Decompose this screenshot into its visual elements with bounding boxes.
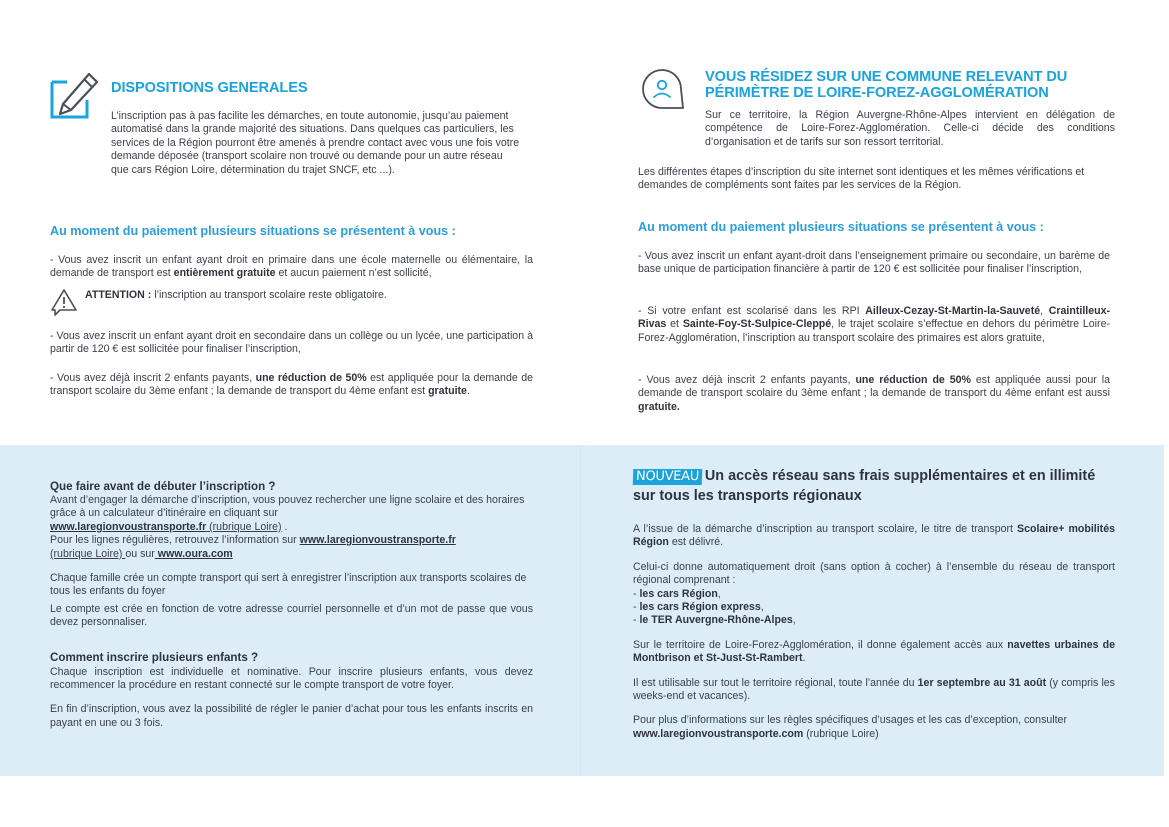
faq-title-before-start: Que faire avant de débuter l’inscription ? (50, 480, 276, 493)
section-title-dispositions: DISPOSITIONS GENERALES (111, 80, 308, 96)
link-oura[interactable]: www.oura.com (154, 547, 233, 560)
link-laregionvoustransporte-1[interactable]: www.laregionvoustransporte.fr (50, 520, 207, 533)
network-list-item: - les cars Région, (633, 587, 721, 600)
attention-notice: ATTENTION : l’inscription au transport scolaire reste obligatoire. (85, 289, 387, 301)
faq-title-multiple-children: Comment inscrire plusieurs enfants ? (50, 650, 259, 664)
payment-item-primary: - Vous avez inscrit un enfant ayant droit en primaire dans une école maternelle ou élémentaire, la demande de transport est entièrement gratuite et aucun paiement n’est sollicité, (50, 254, 533, 280)
faq-before-start-text: Avant d’engager la démarche d’inscription, vous pouvez rechercher une ligne scolaire et des horaires grâce à un calculateur d’itinéraire en cliquant sur (50, 494, 525, 520)
navettes-text: Sur le territoire de Loire-Forez-Agglomération, il donne également accès aux navettes urbaines de Montbrison et St-Just-St-Rambert. (633, 638, 1116, 665)
loire-forez-steps: Les différentes étapes d’inscription du site internet sont identiques et les mêmes vérifications et demandes de compléments sont faites par les services de la Région. (638, 166, 1085, 192)
more-info-text: Pour plus d’informations sur les règles spécifiques d’usages et les cas d’exception, consulter (633, 714, 1067, 727)
section-title-loire-forez: VOUS RÉSIDEZ SUR UNE COMMUNE RELEVANT DU PÉRIMÈTRE DE LOIRE-FOREZ-AGGLOMÉRATION (705, 69, 1068, 101)
network-list-item: - les cars Région express, (633, 601, 764, 614)
band-divider (580, 445, 581, 776)
nouveau-title: NOUVEAU Un accès réseau sans frais supplémentaires et en illimité sur tous les transports régionaux (633, 468, 1096, 504)
account-info-2: Le compte est crée en fonction de votre adresse courriel personnelle et d’un mot de passe que vous devez personnaliser. (50, 602, 533, 629)
nouveau-section: NOUVEAU Un accès réseau sans frais supplémentaires et en illimité sur tous les transports régionaux A l’issue de la démarche d’inscription au transport scolaire, le titre de transport Scolaire+ mobilités Région est délivré. Celui-ci donne automatiquement droit (sans option à cocher) à l’ensemble du réseau de transport régional comprenant : - les cars Région, - les cars Région express, - le TER Auvergne-Rhône-Alpes, Sur le territoire de Loire-Forez-Agglomération, il donne également accès aux navettes urbaines de Montbrison et St-Just-St-Rambert. Il est utilisable sur tout le territoire régional, toute l’année du 1er septembre au 31 août (y compris les weeks-end et vacances). Pour plus d’informations sur les règles spécifiques d’usages et les cas d’exception, consulter www.laregionvoustransporte.com (rubrique Loire) (633, 468, 1116, 740)
payment-subhead-left: Au moment du paiement plusieurs situations se présentent à vous : (50, 224, 456, 238)
link-laregionvoustransporte-2[interactable]: www.laregionvoustransporte.fr (299, 534, 456, 547)
link-rubrique-loire-2[interactable]: (rubrique Loire) (50, 547, 126, 560)
pencil-icon (49, 70, 99, 120)
nouveau-badge: NOUVEAU (633, 469, 702, 485)
network-access-text: Celui-ci donne automatiquement droit (sans option à cocher) à l’ensemble du réseau de transport régional comprenant : (633, 560, 1115, 587)
dispositions-intro: L’inscription pas à pas facilite les démarches, en toute autonomie, jusqu’au paiement automatisé dans la grande majorité des situations. Dans quelques cas particuliers, les services de la Région pourront être amenés à prendre contact avec vous une fois votre demande déposée (transport scolaire non trouvé ou demande pour un autre réseau que cars Région Loire, détermination du trajet SNCF, etc ...). (111, 110, 520, 176)
link-laregionvoustransporte-com[interactable]: www.laregionvoustransporte.com (633, 727, 804, 740)
user-location-icon (640, 68, 686, 110)
loire-forez-intro: Sur ce territoire, la Région Auvergne-Rhône-Alpes intervient en délégation de compétence de Loire-Forez-Agglomération. Celle-ci décide des conditions d’organisation et de tarifs sur son ressort territorial. (705, 109, 1115, 148)
validity-text: Il est utilisable sur tout le territoire régional, toute l’année du 1er septembre au 31 août (y compris les weeks-end et vacances). (633, 676, 1115, 703)
payment-item-rpi: - Si votre enfant est scolarisé dans les RPI Ailleux-Cezay-St-Martin-la-Sauveté, Craintilleux-Rivas et Sainte-Foy-St-Sulpice-Cleppé, le trajet scolaire s’effectue en dehors du périmètre Loire-Forez-Agglomération, l’inscription au transport scolaire des primaires est alors gratuite, (638, 305, 1110, 344)
payment-item-secondary: - Vous avez inscrit un enfant ayant droit en secondaire dans un collège ou un lycée, une participation à partir de 120 € est sollicitée pour finaliser l’inscription, (50, 330, 533, 356)
payment-subhead-right: Au moment du paiement plusieurs situations se présentent à vous : (638, 220, 1044, 234)
network-list (633, 588, 1115, 628)
faq-payment-text: En fin d’inscription, vous avez la possibilité de régler le panier d’achat pour tous les enfants inscrits en payant en une ou 3 fois. (50, 703, 533, 729)
warning-icon (50, 288, 78, 316)
scolaire-plus-text: A l’issue de la démarche d’inscription au transport scolaire, le titre de transport Scolaire+ mobilités Région est délivré. (633, 523, 1115, 549)
link-rubrique-loire-1[interactable]: (rubrique Loire) (206, 520, 282, 533)
network-list-item: - le TER Auvergne-Rhône-Alpes, (633, 614, 796, 627)
payment-item-reduction-right: - Vous avez déjà inscrit 2 enfants payants, une réduction de 50% est appliquée aussi pour la demande de transport scolaire du 3ème enfant ; la demande de transport du 4ème enfant est aussi gratuite. (638, 374, 1110, 413)
payment-item-reduction: - Vous avez déjà inscrit 2 enfants payants, une réduction de 50% est appliquée pour la demande de transport scolaire du 3ème enfant ; la demande de transport du 4ème enfant est gratuite. (50, 372, 533, 398)
faq-multiple-children-text: Chaque inscription est individuelle et nominative. Pour inscrire plusieurs enfants, vous devez recommencer la procédure en restant connecté sur le compte transport de votre foyer. (50, 665, 533, 692)
payment-item-base-fee: - Vous avez inscrit un enfant ayant-droit dans l’enseignement primaire ou secondaire, un barème de base unique de participation financière à partir de 120 € est sollicitée pour finaliser l’inscription, (638, 250, 1110, 276)
faq-left: Que faire avant de débuter l’inscription ? Avant d’engager la démarche d’inscription, vous pouvez rechercher une ligne scolaire et des horaires grâce à un calculateur d’itinéraire en cliquant sur www.laregionvoustransporte.fr (rubrique Loire) . Pour les lignes régulières, retrouvez l’information sur www.laregionvoustransporte.fr (rubrique Loire) ou sur www.oura.com Chaque famille crée un compte transport qui sert à enregistrer l’inscription aux transports scolaires de tous les enfants du foyer Le compte est crée en fonction de votre adresse courriel personnelle et d’un mot de passe que vous devez personnaliser. Comment inscrire plusieurs enfants ? Chaque inscription est individuelle et nominative. Pour inscrire plusieurs enfants, vous devez recommencer la procédure en restant connecté sur le compte transport de votre foyer. En fin d’inscription, vous avez la possibilité de régler le panier d’achat pour tous les enfants inscrits en payant en une ou 3 fois. (50, 480, 533, 729)
account-info-1: Chaque famille crée un compte transport qui sert à enregistrer l’inscription aux transports scolaires de tous les enfants du foyer (50, 572, 527, 598)
